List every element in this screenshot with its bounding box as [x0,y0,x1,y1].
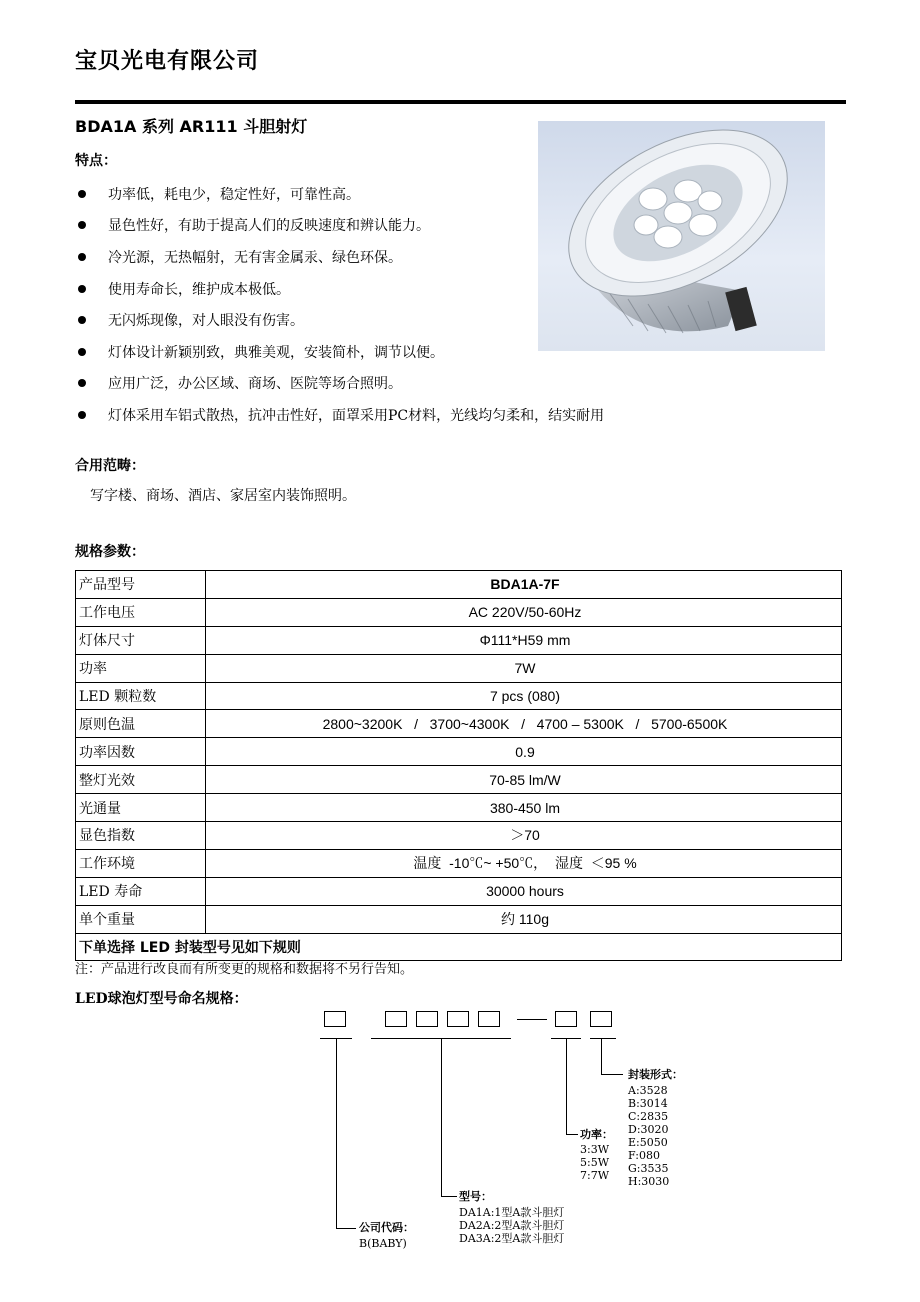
table-row: 工作电压 AC 220V/50-60Hz [76,598,842,626]
table-row: 产品型号 BDA1A-7F [76,571,842,599]
bullet-icon [78,316,86,324]
product-title: BDA1A 系列 AR111 斗胆射灯 [75,117,308,136]
table-row: 功率 7W [76,654,842,682]
spec-table [75,570,842,961]
power-options: 3:3W 5:5W 7:7W [580,1143,610,1182]
leader-line [601,1074,623,1075]
list-item: 灯体设计新颖别致，典雅美观，安装简朴，调节以便。 [75,336,715,368]
bracket-line [590,1038,616,1039]
lamp-icon [538,121,825,351]
table-row: 原则色温 2800~3200K / 3700~4300K / 4700 – 5300K / 5700-6500K [76,710,842,738]
list-item: 使用寿命长，维护成本极低。 [75,273,715,305]
package-title: 封装形式： [628,1068,683,1081]
disclaimer-note: 注：产品进行改良而有所变更的规格和数据将不另行告知。 [75,962,414,977]
company-code-value: B(BABY) [359,1237,407,1250]
bullet-icon [78,379,86,387]
table-row: 灯体尺寸 Φ111*H59 mm [76,626,842,654]
table-row: 光通量 380-450 lm [76,794,842,822]
list-item: 冷光源，无热幅射，无有害金属汞、绿色环保。 [75,241,715,273]
table-row: 整灯光效 70-85 lm/W [76,766,842,794]
list-item: 显色性好，有助于提高人们的反映速度和辨认能力。 [75,210,715,242]
code-box [324,1011,346,1027]
leader-line [566,1038,567,1134]
model-title: 型号： [459,1190,492,1203]
bullet-icon [78,411,86,419]
list-item: 功率低，耗电少，稳定性好，可靠性高。 [75,178,715,210]
application-heading: 合用范畴： [75,458,145,474]
bullet-icon [78,348,86,356]
bullet-icon [78,190,86,198]
power-title: 功率： [580,1128,613,1141]
company-code-title: 公司代码： [359,1221,414,1234]
list-item: 无闪烁现像，对人眼没有伤害。 [75,304,715,336]
code-box [447,1011,469,1027]
leader-line [441,1196,457,1197]
leader-line [566,1134,578,1135]
code-box [416,1011,438,1027]
list-item: 灯体采用车铝式散热，抗冲击性好，面罩采用PC材料，光线均匀柔和，结实耐用 [75,399,735,431]
table-row: 单个重量 约 110g [76,905,842,933]
product-photo [538,121,825,351]
model-options: DA1A:1型A款斗胆灯 DA2A:2型A款斗胆灯 DA3A:2型A款斗胆灯 [459,1206,565,1245]
header-rule [75,100,846,104]
dash-line [517,1019,547,1020]
features-heading: 特点： [75,153,117,169]
company-name: 宝贝光电有限公司 [75,49,260,74]
table-row: 功率因数 0.9 [76,738,842,766]
code-box [555,1011,577,1027]
leader-line [601,1038,602,1074]
package-options: A:3528 B:3014 C:2835 D:3020 E:5050 F:080 G:3535 H:3030 [628,1084,670,1188]
code-box [385,1011,407,1027]
code-box [478,1011,500,1027]
table-row: 显色指数 ＞70 [76,822,842,850]
table-footer-row: 下单选择 LED 封装型号见如下规则 [76,933,842,961]
leader-line [441,1038,442,1196]
code-box [590,1011,612,1027]
application-text: 写字楼、商场、酒店、家居室内装饰照明。 [90,488,356,504]
list-item: 应用广泛，办公区域、商场、医院等场合照明。 [75,368,715,400]
naming-heading: LED球泡灯型号命名规格： [75,991,248,1007]
leader-line [336,1038,337,1228]
table-row: LED 颗粒数 7 pcs (080) [76,682,842,710]
bullet-icon [78,253,86,261]
bullet-icon [78,221,86,229]
bullet-icon [78,285,86,293]
table-row: 工作环境 温度 -10℃~ +50℃， 湿度 ＜95 % [76,849,842,877]
table-row: LED 寿命 30000 hours [76,877,842,905]
specs-heading: 规格参数： [75,544,145,560]
leader-line [336,1228,356,1229]
